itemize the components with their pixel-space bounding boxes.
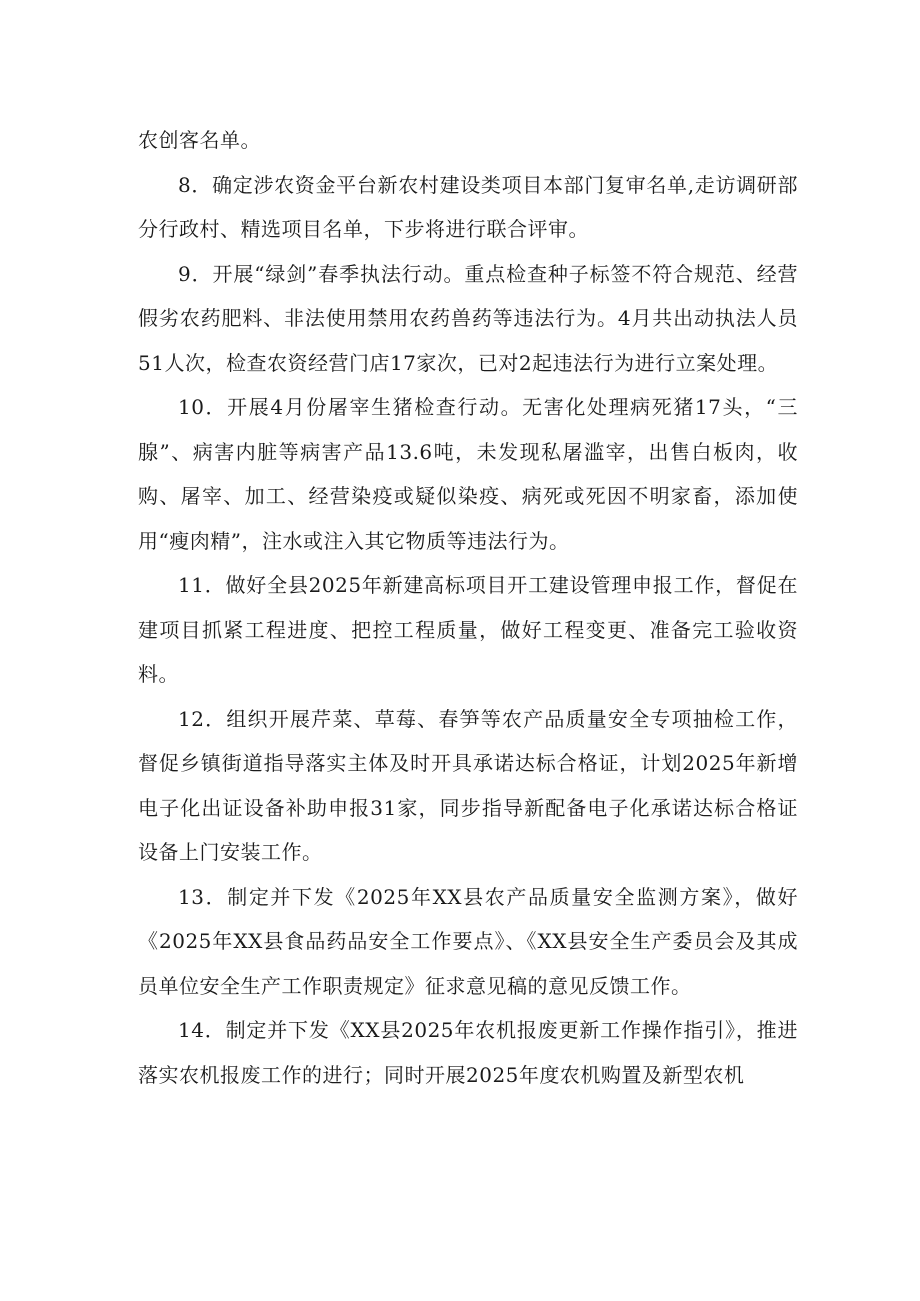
document-body bbox=[138, 118, 798, 1097]
paragraph-continuation: 农创客名单。 bbox=[138, 128, 261, 152]
paragraph-item-12: 12．组织开展芹菜、草莓、春笋等农产品质量安全专项抽检工作，督促乡镇街道指导落实主体及时开具承诺达标合格证，计划2025年新增电子化出证设备补助申报31家，同步指导新配备电子化承诺达标合格证设备上门安装工作。 bbox=[138, 706, 798, 864]
paragraph-item-13: 13．制定并下发《2025年XX县农产品质量安全监测方案》，做好《2025年XX县食品药品安全工作要点》、《XX县安全生产委员会及其成员单位安全生产工作职责规定》征求意见稿的意见反馈工作。 bbox=[138, 884, 798, 998]
paragraph-item-8: 8．确定涉农资金平台新农村建设类项目本部门复审名单,走访调研部分行政村、精选项目名单，下步将进行联合评审。 bbox=[138, 172, 798, 241]
paragraph-item-14: 14．制定并下发《XX县2025年农机报废更新工作操作指引》，推进落实农机报废工作的进行；同时开展2025年度农机购置及新型农机 bbox=[138, 1018, 798, 1087]
paragraph-item-10: 10．开展4月份屠宰生猪检查行动。无害化处理病死猪17头，“三腺”、病害内脏等病害产品13.6吨，未发现私屠滥宰，出售白板肉，收购、屠宰、加工、经营染疫或疑似染疫、病死或死因不明家畜，添加使用“瘦肉精”，注水或注入其它物质等违法行为。 bbox=[138, 395, 798, 553]
paragraph-item-11: 11．做好全县2025年新建高标项目开工建设管理申报工作，督促在建项目抓紧工程进度、把控工程质量，做好工程变更、准备完工验收资料。 bbox=[138, 573, 798, 686]
paragraph-item-9: 9．开展“绿剑”春季执法行动。重点检查种子标签不符合规范、经营假劣农药肥料、非法使用禁用农药兽药等违法行为。4月共出动执法人员51人次，检查农资经营门店17家次，已对2起违法行为进行立案处理。 bbox=[138, 261, 798, 375]
